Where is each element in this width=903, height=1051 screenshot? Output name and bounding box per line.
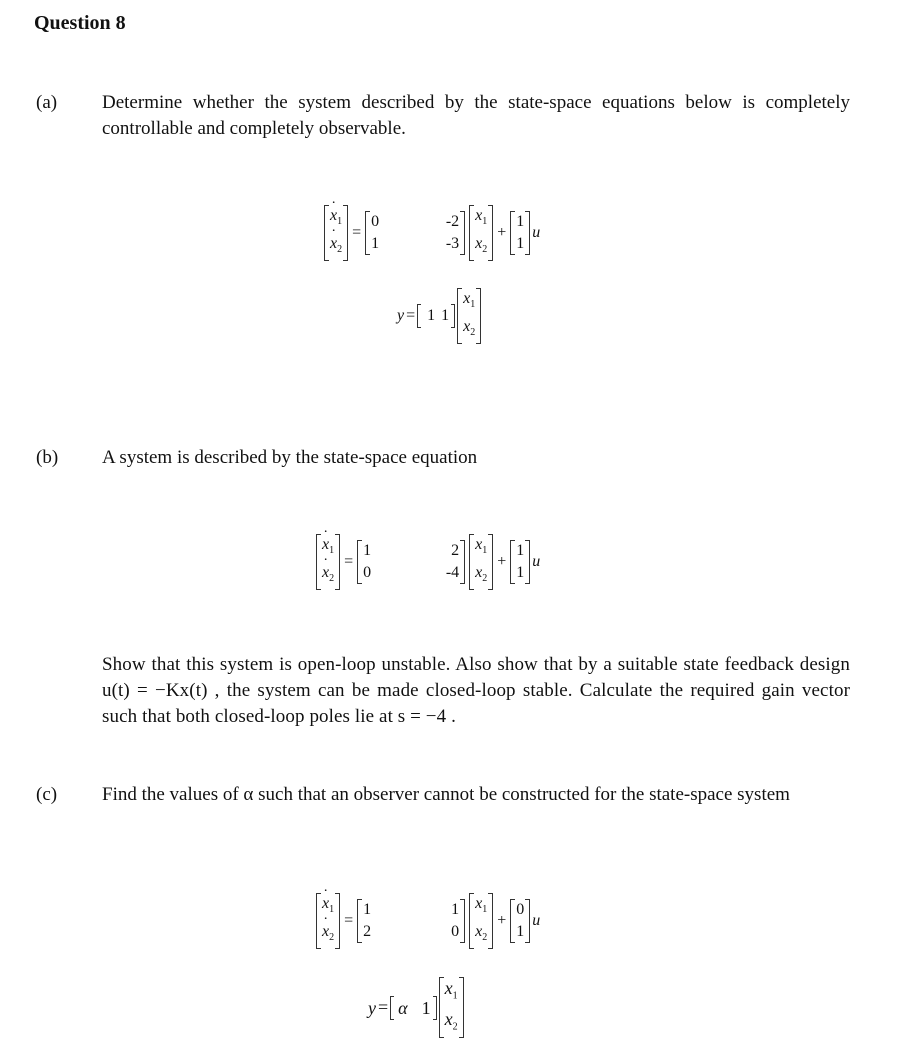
state-vector: $x_1$ $x_2$ xyxy=(469,893,493,949)
question-heading: Question 8 xyxy=(34,12,126,34)
part-b-text: Show that this system is open-loop unstable. Also show that by a suitable state feedback design u(t) = −Kx(t) , the system can be made closed-loop stable. Calculate the required gain vector such that both closed-loop poles lie at s = −4 . xyxy=(102,654,850,727)
state-derivative-vector: ˙ $x_1$ ˙ $x_2$ xyxy=(316,534,340,590)
part-c-text: Find the values of α such that an observer cannot be constructed for the state-space system xyxy=(102,784,790,805)
a-matrix: 1 2 0 -4 xyxy=(357,540,465,584)
b-vector: 1 1 xyxy=(510,540,530,584)
a-matrix: 0 -2 1 -3 xyxy=(365,211,465,255)
a-matrix: 1 1 2 0 xyxy=(357,899,465,943)
part-a-state-equation: ˙ $x_1$ ˙ $x_2$ = 0 -2 1 -3 $x_1$ $x_2$ + 1 1 u xyxy=(322,205,540,261)
part-a-output-equation: y = 1 1 $x_1$ $x_2$ xyxy=(397,288,483,344)
part-a-text: Determine whether the system described by the state-space equations below is completely controllable and completely observable. xyxy=(102,92,850,139)
part-b-intro: A system is described by the state-space equation xyxy=(102,447,478,468)
state-vector: $x_1$ $x_2$ xyxy=(469,534,493,590)
state-derivative-vector: ˙ $x_1$ ˙ $x_2$ xyxy=(324,205,348,261)
c-vector: α 1 xyxy=(390,996,436,1020)
part-c-state-equation: ˙ $x_1$ ˙ $x_2$ = 1 1 2 0 $x_1$ $x_2$ + 0 1 u xyxy=(314,893,540,949)
part-a-label: (a) xyxy=(36,92,58,113)
part-b-state-equation: ˙ $x_1$ ˙ $x_2$ = 1 2 0 -4 $x_1$ $x_2$ + 1 1 u xyxy=(314,534,540,590)
state-vector: $x_1$ $x_2$ xyxy=(457,288,481,344)
b-vector: 1 1 xyxy=(510,211,530,255)
c-vector: 1 1 xyxy=(417,304,455,328)
state-vector: $x_1$ $x_2$ xyxy=(469,205,493,261)
b-vector: 0 1 xyxy=(510,899,530,943)
part-c-output-equation: y = α 1 $x_1$ $x_2$ xyxy=(368,977,466,1038)
part-b-label: (b) xyxy=(36,447,59,468)
part-c-label: (c) xyxy=(36,784,58,805)
state-derivative-vector: ˙ $x_1$ ˙ $x_2$ xyxy=(316,893,340,949)
state-vector: $x_1$ $x_2$ xyxy=(439,977,464,1038)
